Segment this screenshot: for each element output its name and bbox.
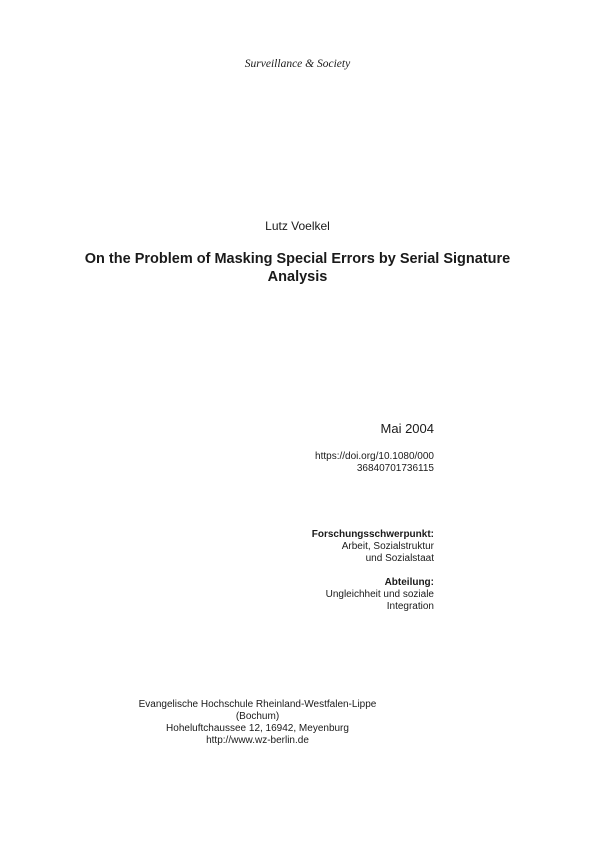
research-focus-block bbox=[174, 529, 434, 565]
doi-line-1: https://doi.org/10.1080/000 bbox=[315, 451, 434, 462]
institution-address bbox=[80, 699, 435, 747]
doi-link[interactable] bbox=[174, 451, 434, 475]
institution-website-link[interactable]: http://www.wz-berlin.de bbox=[206, 735, 309, 746]
author-name: Lutz Voelkel bbox=[265, 219, 330, 233]
paper-title: On the Problem of Masking Special Errors by Serial Signature Analysis bbox=[84, 251, 511, 285]
institution-street: Hoheluftchaussee 12, 16942, Meyenburg bbox=[166, 723, 349, 734]
research-focus-line-2: und Sozialstaat bbox=[365, 553, 434, 564]
department-line-2: Integration bbox=[386, 601, 434, 612]
department-label: Abteilung: bbox=[384, 577, 434, 588]
institution-name: Evangelische Hochschule Rheinland-Westfalen-Lippe bbox=[138, 699, 377, 710]
research-focus-line-1: Arbeit, Sozialstruktur bbox=[341, 541, 434, 552]
doi-line-2: 36840701736115 bbox=[356, 463, 434, 474]
research-focus-label: Forschungsschwerpunkt: bbox=[311, 529, 434, 540]
department-line-1: Ungleichheit und soziale bbox=[325, 589, 434, 600]
institution-city: (Bochum) bbox=[235, 711, 280, 722]
journal-name: Surveillance & Society bbox=[244, 58, 351, 70]
research-focus-value bbox=[174, 541, 434, 565]
department-value bbox=[174, 589, 434, 613]
department-block bbox=[174, 577, 434, 613]
publication-date: Mai 2004 bbox=[380, 421, 434, 436]
